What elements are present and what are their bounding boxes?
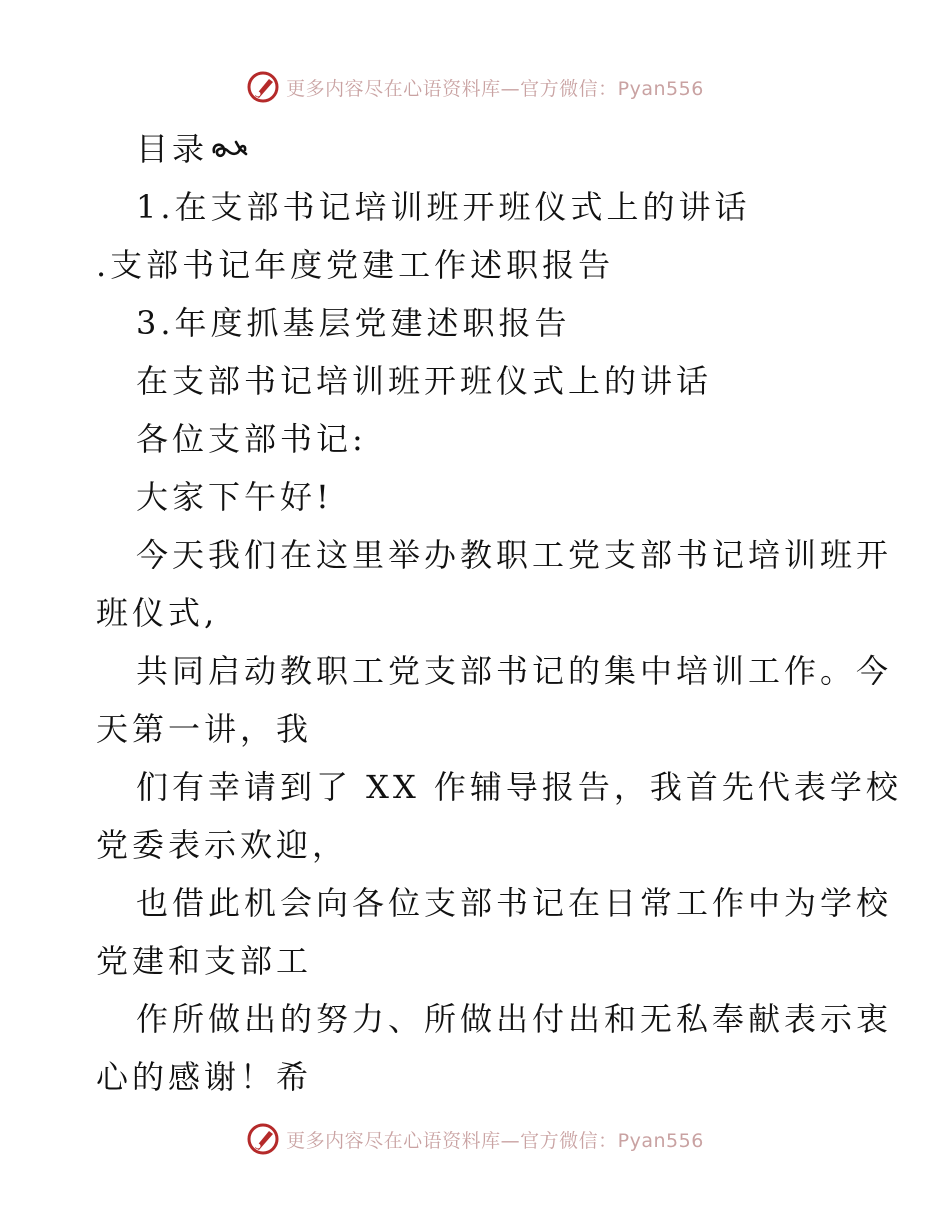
paragraph-3 [96, 758, 902, 874]
footer-banner [0, 1122, 950, 1156]
banner-text: 更多内容尽在心语资料库—官方微信：Pyan556 [286, 1129, 704, 1152]
greeting: 大家下午好! [136, 478, 333, 516]
paragraph-5 [96, 990, 893, 1106]
paragraph-line: 共同启动教职工党支部书记的集中培训工作。今 [136, 652, 893, 690]
paragraph-2 [96, 642, 893, 758]
paragraph-line: 作所做出的努力、所做出付出和无私奉献表示衷 [136, 1000, 893, 1038]
paragraph-line: 们有幸请到了 XX 作辅导报告，我首先代表学校 [136, 768, 902, 806]
paragraph-line: 班仪式, [96, 594, 219, 632]
speech-title: 在支部书记培训班开班仪式上的讲话 [136, 362, 713, 400]
paragraph-line: 今天我们在这里举办教职工党支部书记培训班开 [136, 536, 893, 574]
banner-text: 更多内容尽在心语资料库—官方微信：Pyan556 [286, 77, 704, 100]
pen-circle-logo-icon [246, 70, 280, 104]
toc-item-2: .支部书记年度党建工作述职报告 [96, 246, 615, 284]
paragraph-4 [96, 874, 893, 990]
toc-item-3: 3.年度抓基层党建述职报告 [136, 304, 571, 342]
header-banner [0, 70, 950, 104]
paragraph-line: 党委表示欢迎， [96, 826, 349, 864]
paragraph-1 [96, 526, 893, 642]
pen-circle-logo-icon [246, 1122, 280, 1156]
fleuron-ornament-icon [210, 136, 248, 162]
paragraph-line: 也借此机会向各位支部书记在日常工作中为学校 [136, 884, 893, 922]
paragraph-line: 心的感谢！希 [96, 1058, 313, 1096]
paragraph-line: 党建和支部工 [96, 942, 313, 980]
salutation: 各位支部书记: [136, 420, 367, 458]
document-body [96, 120, 902, 1106]
toc-title: 目录 [96, 120, 856, 178]
toc-item-1: 1.在支部书记培训班开班仪式上的讲话 [136, 188, 751, 226]
paragraph-line: 天第一讲，我 [96, 710, 313, 748]
